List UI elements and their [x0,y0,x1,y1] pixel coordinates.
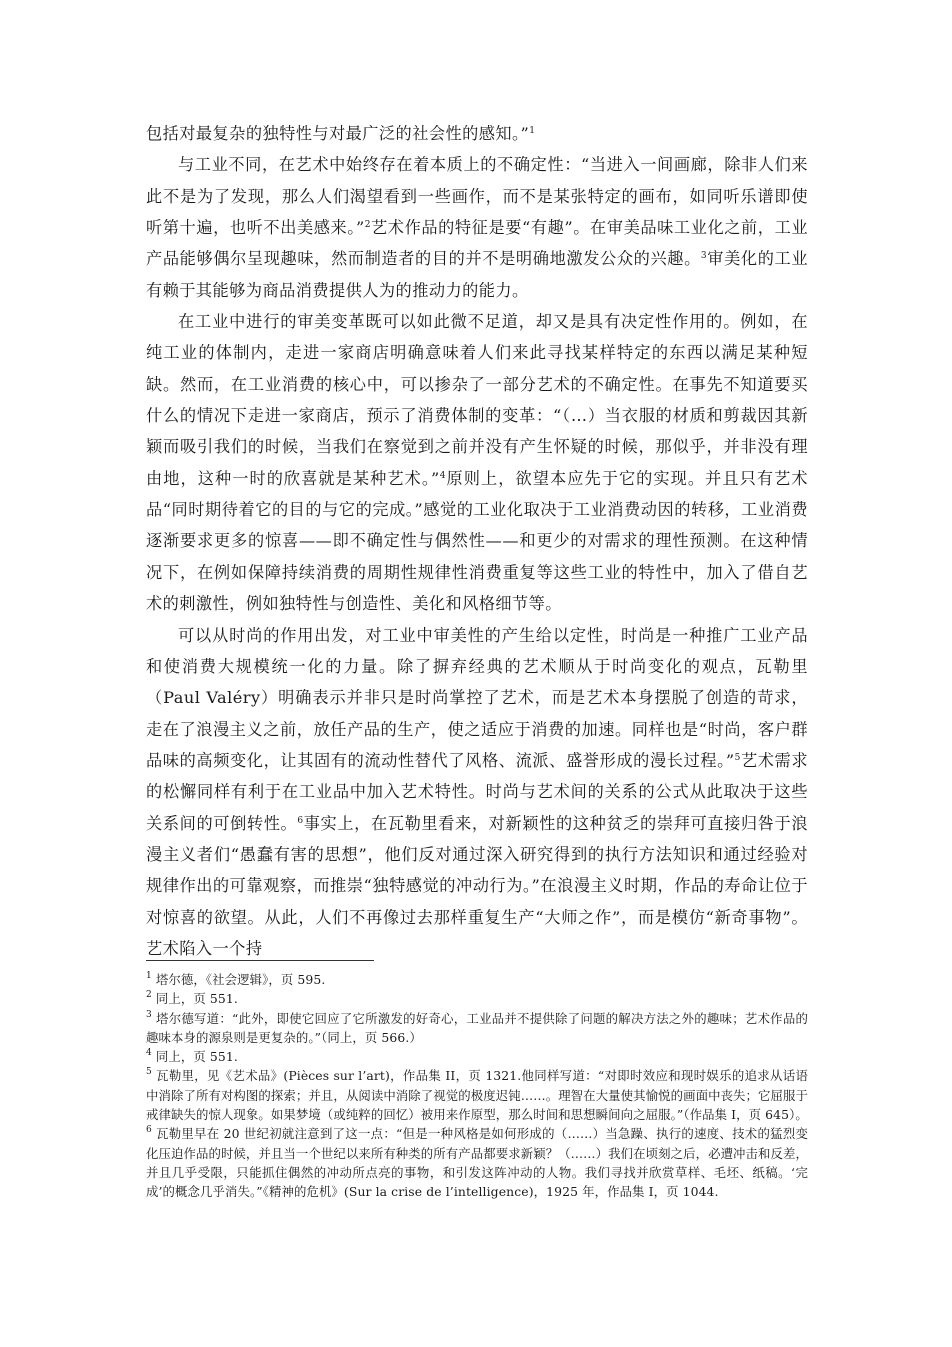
footnote-4 [146,1047,808,1066]
paragraph-text: 与工业不同，在艺术中始终存在着本质上的不确定性：“当进入一间画廊，除非人们来此不是为了发现，那么人们渴望看到一些画作，而不是某张特定的画布，如同听乐谱即使听第十遍，也听不出美感来。” [146,155,808,238]
footnote-ref[interactable]: 6 [297,815,304,826]
footnote-2 [146,989,808,1008]
paragraph-text: 可以从时尚的作用出发，对工业中审美性的产生给以定性，时尚是一种推广工业产品和使消费大规模统一化的力量。除了摒弃经典的艺术顺从于时尚变化的观点，瓦勒里（Paul Valéry）明确表示并非只是时尚掌控了艺术，而是艺术本身摆脱了创造的苛求，走在了浪漫主义之前，放任产品的生产，使之适应于消费的加速。同样也是“时尚，客户群品味的高频变化，让其固有的流动性替代了风格、流派、盛誉形成的漫长过程。” [146,625,808,770]
footnote-ref[interactable]: 5 [734,752,741,763]
footnote-3 [146,1009,808,1048]
paragraph-1 [146,118,808,149]
footnote-number: 6 [146,1125,152,1136]
paragraph-2 [146,149,808,306]
footnote-text: 同上，页 551. [155,991,238,1007]
footnote-ref[interactable]: 1 [529,126,536,136]
main-text [146,118,808,964]
footnote-ref[interactable]: 3 [700,251,708,262]
footnote-text: 塔尔德写道：“此外，即使它回应了它所激发的好奇心，工业品并不提供除了问题的解决方法之外的趣味；艺术作品的趣味本身的源泉则是更复杂的。”（同上，页 566.） [146,1010,808,1045]
paragraph-text: 包括对最复杂的独特性与对最广泛的社会性的感知。” [146,124,530,143]
footnotes [146,970,808,1202]
footnote-text: 瓦勒里，见《艺术品》(Pièces sur l’art)，作品集 II，页 1321.他同样写道：“对即时效应和现时娱乐的追求从话语中消除了所有对构图的探索；并且，从阅读中消除了视觉的极度迟钝……。理智在大量使其愉悦的画面中丧失；它屈服于戒律缺失的惊人现象。如果梦境（或纯粹的回忆）被用来作原型，那么时间和思想瞬间向之屈服。”（作品集 I，页 645）。 [146,1068,809,1123]
footnote-number: 1 [146,971,152,981]
footnote-number: 5 [146,1067,152,1078]
footnote-text: 同上，页 551. [155,1049,238,1065]
footnote-text: 塔尔德，《社会逻辑》，页 595. [155,972,326,987]
footnote-ref[interactable]: 4 [439,470,446,481]
paragraph-4 [146,620,808,965]
paragraph-text: 在工业中进行的审美变革既可以如此微不足道，却又是具有决定性作用的。例如，在纯工业的体制内，走进一家商店明确意味着人们来此寻找某样特定的东西以满足某种短缺。然而，在工业消费的核心中，可以掺杂了一部分艺术的不确定性。在事先不知道要买什么的情况下走进一家商店，预示了消费体制的变革：“（…）当衣服的材质和剪裁因其新颖而吸引我们的时候，当我们在察觉到之前并没有产生怀疑的时候，那似乎，并非没有理由地，这种一时的欣喜就是某种艺术。” [146,312,808,488]
paragraph-text: 艺术需求的松懈同样有利于在工业品中加入艺术特性。时尚与艺术间的关系的公式从此取决于这些关系间的可倒转性。 [146,750,808,833]
footnote-6 [146,1124,808,1201]
footnote-number: 3 [146,1009,152,1020]
footnote-number: 2 [146,990,152,1001]
paragraph-3 [146,306,808,619]
footnote-5 [146,1066,808,1124]
footnote-number: 4 [146,1048,152,1059]
paragraph-text: 审美化的工业有赖于其能够为商品消费提供人为的推动力的能力。 [146,249,808,300]
footnote-divider [146,960,374,961]
footnote-ref[interactable]: 2 [364,220,371,231]
footnote-1 [146,970,808,989]
paragraph-text: 艺术作品的特征是要“有趣”。在审美品味工业化之前，工业产品能够偶尔呈现趣味，然而制造者的目的并不是明确地激发公众的兴趣。 [146,218,808,269]
footnote-text: 瓦勒里早在 20 世纪初就注意到了这一点：“但是一种风格是如何形成的（……）当急躁、执行的速度、技术的猛烈变化压迫作品的时候，并且当一个世纪以来所有种类的所有产品都要求新颖？（……）我们在顷刻之后，必遭冲击和反差，并且几乎受限，只能抓住偶然的冲动所点亮的事物，和引发这阵冲动的人物。我们寻找并欣赏草样、毛坯、纸稿。‘完成’的概念几乎消失。”《精神的危机》(Sur la crise de l’intelligence)，1925 年，作品集 I，页 1044. [146,1126,809,1200]
paragraph-text: 原则上，欲望本应先于它的实现。并且只有艺术品“同时期待着它的目的与它的完成。”感觉的工业化取决于工业消费动因的转移，工业消费逐渐要求更多的惊喜——即不确定性与偶然性——和更少的对需求的理性预测。在这种情况下，在例如保障持续消费的周期性规律性消费重复等这些工业的特性中，加入了借自艺术的刺激性，例如独特性与创造性、美化和风格细节等。 [146,468,808,614]
paragraph-text: 事实上，在瓦勒里看来，对新颖性的这种贫乏的崇拜可直接归咎于浪漫主义者们“愚蠢有害的思想”，他们反对通过深入研究得到的执行方法知识和通过经验对规律作出的可靠观察，而推崇“独特感觉的冲动行为。”在浪漫主义时期，作品的寿命让位于对惊喜的欲望。从此，人们不再像过去那样重复生产“大师之作”，而是模仿“新奇事物”。艺术陷入一个持 [146,813,808,958]
